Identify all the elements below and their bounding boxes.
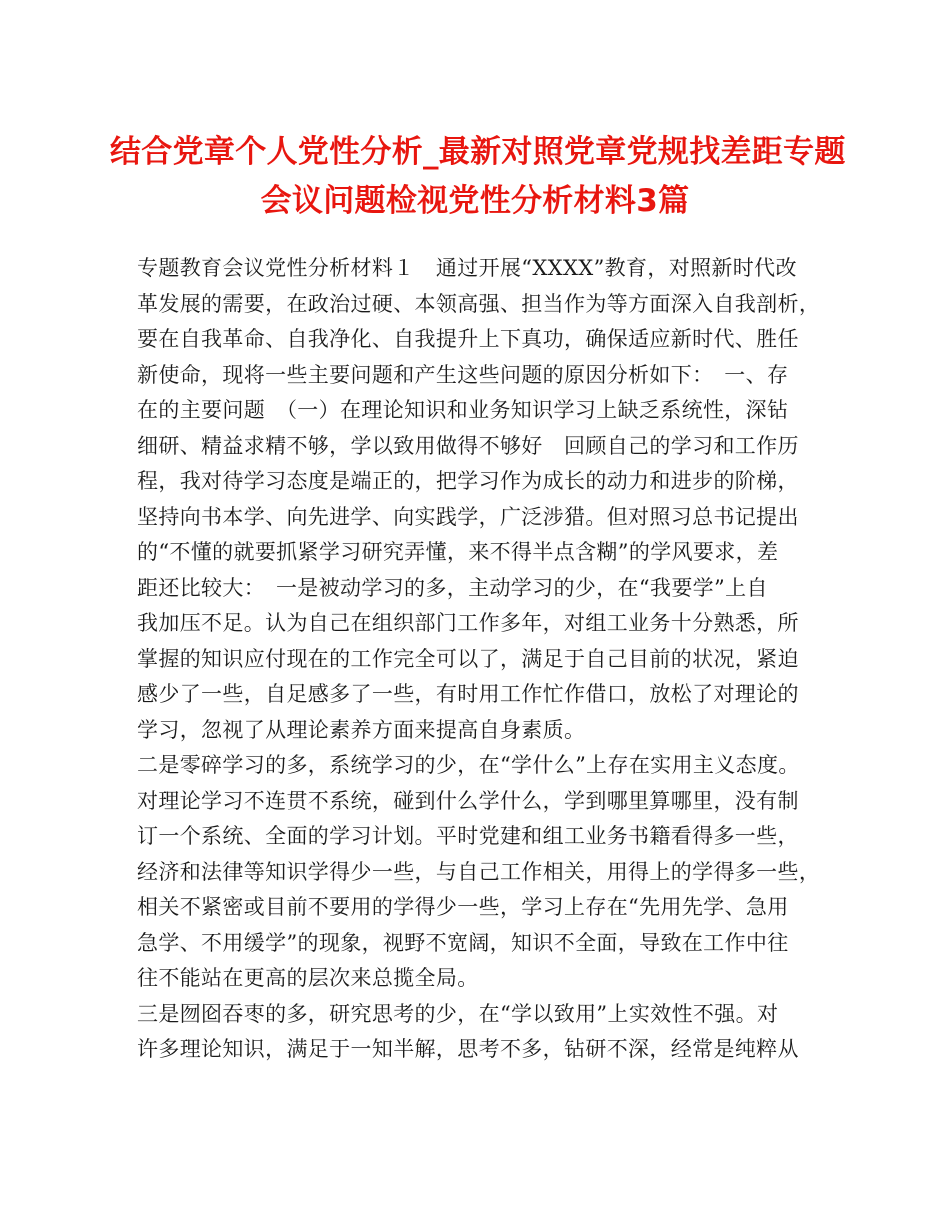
body-line: 坚持向书本学、向先进学、向实践学，广泛涉猎。但对照习总书记提出 [137,504,799,529]
document-title [110,128,846,226]
body-line: 三是囫囵吞枣的多，研究思考的少，在“学以致用”上实效性不强。对 [137,1001,779,1026]
body-line: 相关不紧密或目前不要用的学得少一些，学习上存在“先用先学、急用 [137,895,789,919]
body-line: 距还比较大： 一是被动学习的多，主动学习的少，在“我要学”上自 [137,575,768,600]
title-line-1: 结合党章个人党性分析_最新对照党章党规找差距专题 [110,134,846,170]
body-line: 程，我对待学习态度是端正的，把学习作为成长的动力和进步的阶梯， [137,469,799,493]
body-line: 要在自我革命、自我净化、自我提升上下真功，确保适应新时代、胜任 [137,327,799,351]
document-body [137,251,827,1068]
body-line: 经济和法律等知识学得少一些，与自己工作相关，用得上的学得多一些， [137,859,821,884]
body-line: 学习，忽视了从理论素养方面来提高自身素质。 [137,717,586,742]
body-line: 在的主要问题 （一）在理论知识和业务知识学习上缺乏系统性，深钻 [137,398,789,422]
body-line: 的“不懂的就要抓紧学习研究弄懂，来不得半点含糊”的学风要求，差 [137,540,779,564]
body-line: 革发展的需要，在政治过硬、本领高强、担当作为等方面深入自我剖析， [137,291,821,316]
body-line: 急学、不用缓学”的现象，视野不宽阔，知识不全面，导致在工作中往 [137,930,789,955]
body-line: 许多理论知识，满足于一知半解，思考不多，钻研不深，经常是纯粹从 [137,1037,799,1061]
title-line-2: 会议问题检视党性分析材料3篇 [260,183,690,219]
body-line: 我加压不足。认为自己在组织部门工作多年，对组工业务十分熟悉，所 [137,611,799,635]
body-line: 专题教育会议党性分析材料１ 通过开展“XXXX”教育，对照新时代改 [137,256,797,280]
body-line: 往不能站在更高的层次来总揽全局。 [137,966,479,990]
body-line: 二是零碎学习的多，系统学习的少，在“学什么”上存在实用主义态度。 [137,753,800,777]
body-line: 细研、精益求精不够，学以致用做得不够好 回顾自己的学习和工作历 [137,433,799,458]
body-line: 新使命，现将一些主要问题和产生这些问题的原因分析如下： 一、存 [137,362,789,387]
body-line: 掌握的知识应付现在的工作完全可以了，满足于自己目前的状况，紧迫 [137,646,799,671]
body-line: 感少了一些，自足感多了一些，有时用工作忙作借口，放松了对理论的 [137,682,799,706]
body-line: 订一个系统、全面的学习计划。平时党建和组工业务书籍看得多一些， [137,824,799,848]
body-line: 对理论学习不连贯不系统，碰到什么学什么，学到哪里算哪里，没有制 [137,788,799,813]
